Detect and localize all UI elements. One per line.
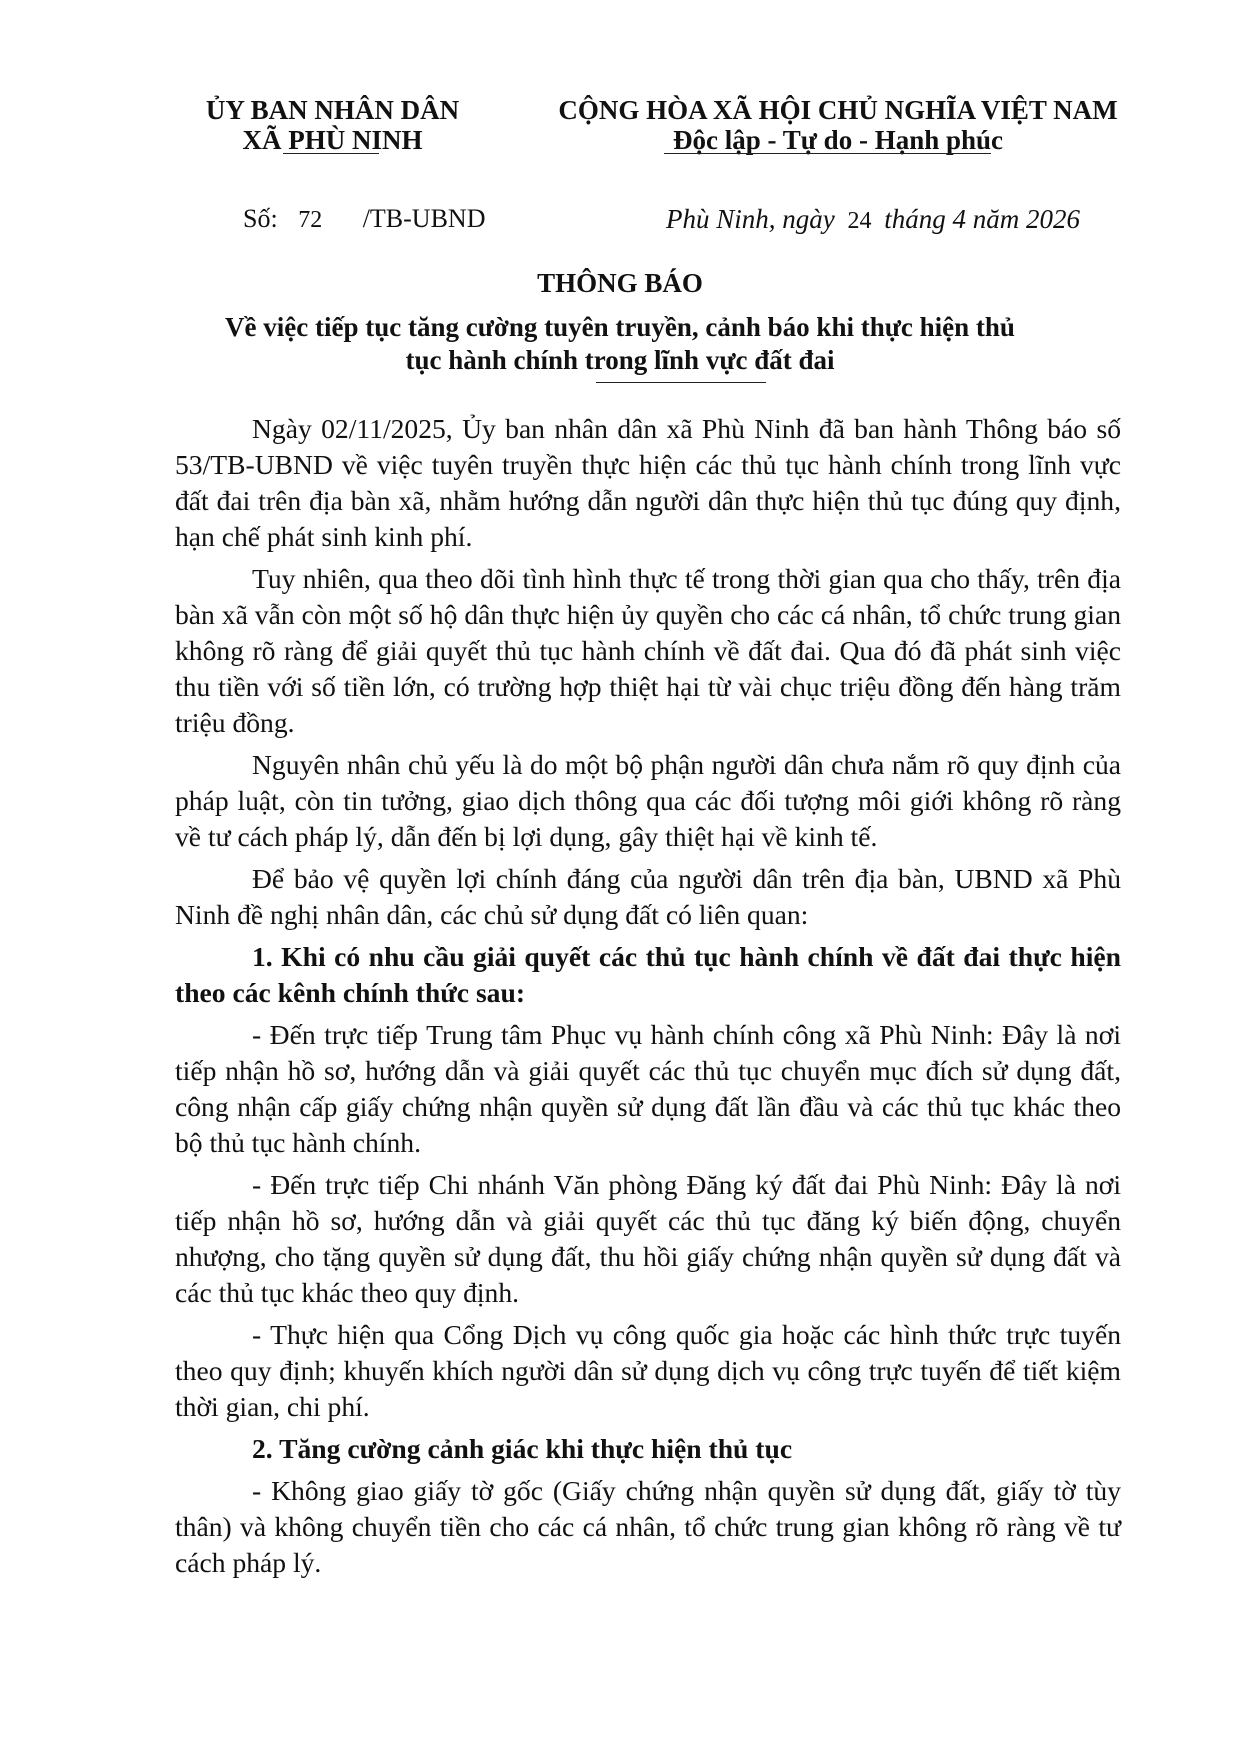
doc-number-value: 72 [298,207,323,233]
issuer-line2: XÃ PHÙ NINH [242,125,423,155]
title-underline [596,382,766,383]
doc-number-suffix: /TB-UBND [362,204,486,233]
issuer-underline [283,153,379,154]
national-motto-block [558,95,1118,155]
document-number [243,204,485,234]
document-title: THÔNG BÁO [537,268,703,298]
body-paragraph: Nguyên nhân chủ yếu là do một bộ phận người dân chưa nắm rõ quy định của pháp luật, còn tin tưởng, giao dịch thông qua các đối tượng môi giới không rõ ràng về tư cách pháp lý, dẫn đến bị lợi dụng, gây thiệt hại về kinh tế. [175,749,1121,852]
section-1-heading: 1. Khi có nhu cầu giải quyết các thủ tục hành chính về đất đai thực hiện theo các kênh chính thức sau: [175,941,1121,1008]
body-paragraph: Ngày 02/11/2025, Ủy ban nhân dân xã Phù Ninh đã ban hành Thông báo số 53/TB-UBND về việc tuyên truyền thực hiện các thủ tục hành chính trong lĩnh vực đất đai trên địa bàn xã, nhằm hướng dẫn người dân thực hiện thủ tục đúng quy định, hạn chế phát sinh kinh phí. [175,413,1121,552]
section-1-item: - Đến trực tiếp Chi nhánh Văn phòng Đăng ký đất đai Phù Ninh: Đây là nơi tiếp nhận hồ sơ, hướng dẫn và giải quyết các thủ tục đăng ký biến động, chuyển nhượng, cho tặng quyền sử dụng đất, thu hồi giấy chứng nhận quyền sử dụng đất và các thủ tục khác theo quy định. [175,1169,1121,1308]
date-month-year: tháng 4 năm 2026 [884,204,1080,234]
body-paragraph: Để bảo vệ quyền lợi chính đáng của người dân trên địa bàn, UBND xã Phù Ninh đề nghị nhân dân, các chủ sử dụng đất có liên quan: [175,863,1121,930]
date-day: 24 [847,208,872,234]
issuer-block [200,95,465,155]
section-1-item: - Đến trực tiếp Trung tâm Phục vụ hành chính công xã Phù Ninh: Đây là nơi tiếp nhận hồ sơ, hướng dẫn và giải quyết các thủ tục chuyển mục đích sử dụng đất, công nhận cấp giấy chứng nhận quyền sử dụng đất lần đầu và các thủ tục khác theo bộ thủ tục hành chính. [175,1019,1121,1158]
document-subtitle-line1: Về việc tiếp tục tăng cường tuyên truyền, cảnh báo khi thực hiện thủ [225,312,1015,342]
motto-underline [664,153,991,154]
section-1-item: - Thực hiện qua Cổng Dịch vụ công quốc gia hoặc các hình thức trực tuyến theo quy định; khuyến khích người dân sử dụng dịch vụ công trực tuyến để tiết kiệm thời gian, chi phí. [175,1319,1121,1422]
body-paragraph: Tuy nhiên, qua theo dõi tình hình thực tế trong thời gian qua cho thấy, trên địa bàn xã vẫn còn một số hộ dân thực hiện ủy quyền cho các cá nhân, tổ chức trung gian không rõ ràng để giải quyết thủ tục hành chính về đất đai. Qua đó đã phát sinh việc thu tiền với số tiền lớn, có trường hợp thiệt hại từ vài chục triệu đồng đến hàng trăm triệu đồng. [175,563,1121,738]
issuer-line1: ỦY BAN NHÂN DÂN [205,95,460,125]
section-2-heading: 2. Tăng cường cảnh giác khi thực hiện thủ tục [252,1433,793,1464]
date-place: Phù Ninh, ngày [666,204,835,234]
national-title: CỘNG HÒA XÃ HỘI CHỦ NGHĨA VIỆT NAM [558,95,1118,125]
date-line [666,204,1080,235]
section-2-item: - Không giao giấy tờ gốc (Giấy chứng nhận quyền sử dụng đất, giấy tờ tùy thân) và không chuyển tiền cho các cá nhân, tổ chức trung gian không rõ ràng về tư cách pháp lý. [175,1475,1121,1578]
document-subtitle-line2: tục hành chính trong lĩnh vực đất đai [405,345,835,375]
national-motto: Độc lập - Tự do - Hạnh phúc [672,125,1004,155]
document-body [175,411,1121,1587]
doc-number-prefix: Số: [243,204,278,233]
